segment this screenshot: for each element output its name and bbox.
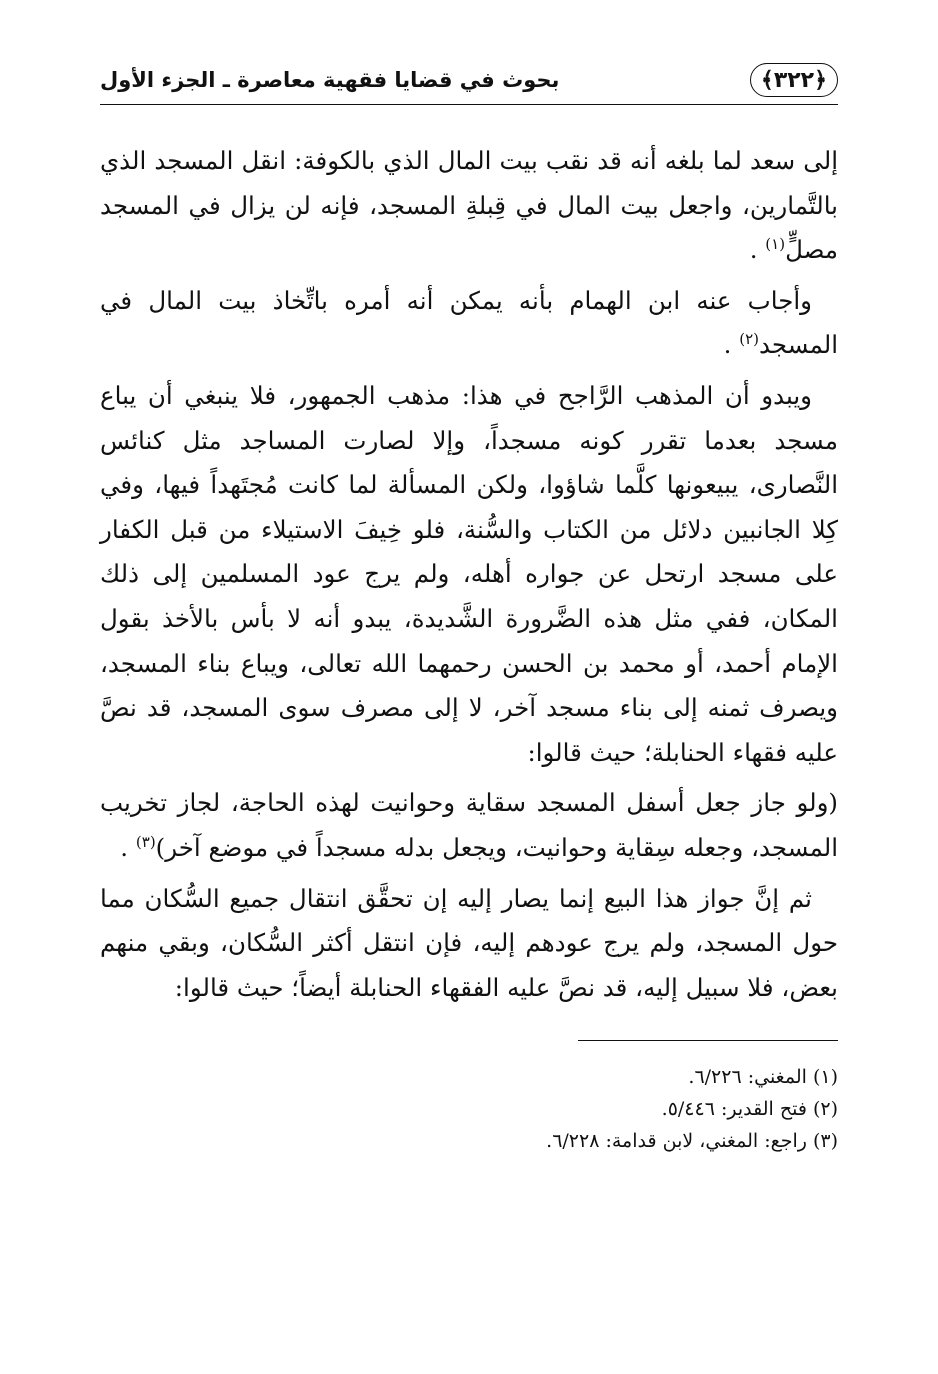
- paragraph-4-quote: [100, 781, 838, 870]
- paragraph-text: ويبدو أن المذهب الرَّاجح في هذا: مذهب الجمهور، فلا ينبغي أن يباع مسجد بعدما تقرر كونه مسجداً، وإلا لصارت المساجد مثل كنائس النَّصارى، يبيعونها كلَّما شاؤوا، ولكن المسألة لما كانت مُجتَهداً فيها، وفي كِلا الجانبين دلائل من الكتاب والسُّنة، فلو خِيفَ الاستيلاء من قبل الكفار على مسجد ارتحل عن جواره أهله، ولم يرج عود المسلمين إلى ذلك المكان، ففي مثل هذه الضَّرورة الشَّديدة، يبدو أنه لا بأس بالأخذ بقول الإمام أحمد، أو محمد بن الحسن رحمهما الله تعالى، ويباع بناء المسجد، ويصرف ثمنه إلى بناء مسجد آخر، لا إلى مصرف سوى المسجد، قد نصَّ عليه فقهاء الحنابلة؛ حيث قالوا:: [100, 380, 838, 767]
- paragraph-2: [100, 279, 838, 368]
- paragraph-text: ثم إنَّ جواز هذا البيع إنما يصار إليه إن تحقَّق انتقال جميع السُّكان مما حول المسجد، ولم يرج عودهم إليه، فإن انتقل أكثر السُّكان، وبقي منهم بعض، فلا سبيل إليه، قد نصَّ عليه الفقهاء الحنابلة أيضاً؛ حيث قالوا:: [100, 883, 838, 1002]
- footnote-1: (١) المغني: ٦/٢٢٦.: [688, 1066, 838, 1089]
- footnote-ref-2[interactable]: (٢): [739, 330, 760, 349]
- running-title: بحوث في قضايا فقهية معاصرة ـ الجزء الأول: [100, 68, 560, 92]
- paragraph-3: [100, 374, 838, 775]
- footnote-ref-3[interactable]: (٣): [135, 832, 156, 851]
- paragraph-text: إلى سعد لما بلغه أنه قد نقب بيت المال الذي بالكوفة: انقل المسجد الذي بالتَّمارين، واجعل بيت المال في قِبلةِ المسجد، فإنه لن يزال في المسجد مصلٍّ: [100, 146, 838, 265]
- page-number: ﴿٣٢٢﴾: [750, 63, 838, 97]
- footnote-ref-1[interactable]: (١): [765, 235, 786, 254]
- footnote-2: (٢) فتح القدير: ٥/٤٤٦.: [661, 1098, 838, 1121]
- paragraph-text: (ولو جاز جعل أسفل المسجد سقاية وحوانيت لهذه الحاجة، لجاز تخريب المسجد، وجعله سِقاية وحوانيت، ويجعل بدله مسجداً في موضع آخر): [100, 788, 838, 862]
- paragraph-tail: .: [723, 330, 732, 360]
- page-header: [100, 60, 838, 100]
- paragraph-1: [100, 139, 838, 273]
- footnote-3: (٣) راجع: المغني، لابن قدامة: ٦/٢٢٨.: [546, 1130, 838, 1153]
- paragraph-tail: .: [120, 832, 129, 862]
- footnotes: [100, 1061, 838, 1157]
- paragraph-text: وأجاب عنه ابن الهمام بأنه يمكن أنه أمره باتِّخاذ بيت المال في المسجد: [100, 285, 838, 360]
- paragraph-tail: .: [749, 235, 758, 265]
- paragraph-5: [100, 877, 838, 1011]
- page-body: [100, 139, 838, 1010]
- header-rule: [100, 104, 838, 105]
- footnote-separator: [578, 1040, 838, 1041]
